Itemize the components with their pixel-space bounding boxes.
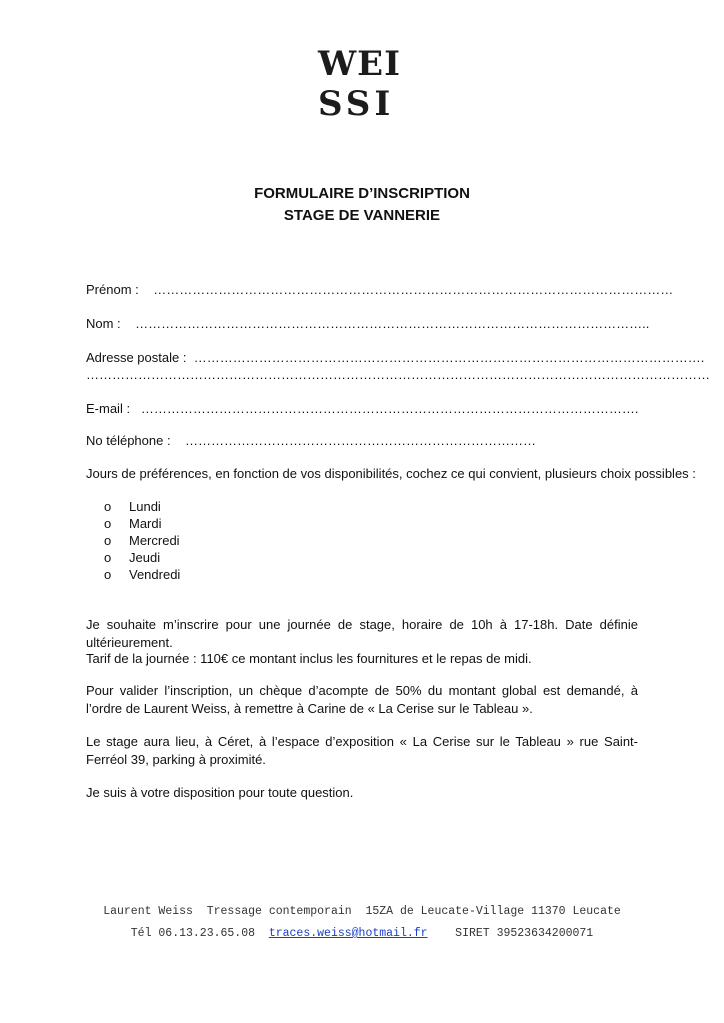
form-title: FORMULAIRE D’INSCRIPTION <box>254 185 470 202</box>
checkbox-circle-icon: o <box>104 533 112 548</box>
checkbox-circle-icon: o <box>104 550 112 565</box>
paragraph-validation: Pour valider l’inscription, un chèque d’acompte de 50% du montant global est demandé, à l’ordre de Laurent Weiss, à remettre à Carine de « La Cerise sur le Tableau ». <box>86 683 638 716</box>
day-option-mercredi[interactable] <box>104 533 180 548</box>
adresse-label: Adresse postale : <box>86 350 187 365</box>
email-field <box>86 401 639 416</box>
paragraph-inscription: Je souhaite m’inscrire pour une journée de stage, horaire de 10h à 17-18h. Date définie ultérieurement. <box>86 617 638 650</box>
footer-email-link[interactable]: traces.weiss@hotmail.fr <box>268 927 428 940</box>
logo-row-2: SSI <box>318 84 395 124</box>
days-prompt: Jours de préférences, en fonction de vos disponibilités, cochez ce qui convient, plusieurs choix possibles : <box>86 466 696 481</box>
form-subtitle: STAGE DE VANNERIE <box>283 207 441 224</box>
adresse-line-2 <box>86 367 710 382</box>
paragraph-tarif: Tarif de la journée : 110€ ce montant inclus les fournitures et le repas de midi. <box>86 651 532 666</box>
day-option-lundi[interactable] <box>104 499 161 514</box>
logo-row-1: WEI <box>318 44 402 84</box>
telephone-dots: ……………………………………………………………………… <box>185 433 537 448</box>
adresse-dots-2: ……………………………………………………………………………………………………………………………… <box>86 367 710 382</box>
footer-phone: Tél 06.13.23.65.08 <box>130 927 256 940</box>
adresse-dots: ………………………………………………………………………………………………………. <box>193 350 705 365</box>
day-option-jeudi[interactable] <box>104 550 160 565</box>
day-label: Mardi <box>129 516 162 531</box>
nom-dots: ……………………………………………………………………………………………………….. <box>135 316 650 331</box>
day-label: Mercredi <box>129 533 180 548</box>
paragraph-contact: Je suis à votre disposition pour toute question. <box>86 785 354 800</box>
day-label: Vendredi <box>129 567 181 582</box>
day-label: Jeudi <box>129 550 161 565</box>
telephone-label: No téléphone : <box>86 433 171 448</box>
prenom-dots: ………………………………………………………………………………………………………… <box>153 282 674 297</box>
footer-contact <box>0 927 724 940</box>
prenom-field <box>86 282 673 297</box>
checkbox-circle-icon: o <box>104 516 112 531</box>
footer-address: Laurent Weiss Tressage contemporain 15ZA de Leucate-Village 11370 Leucate <box>103 905 621 918</box>
footer-siret: SIRET 39523634200071 <box>455 927 594 940</box>
adresse-field <box>86 350 704 365</box>
email-dots: ……………………………………………………………………………………………………. <box>140 401 639 416</box>
telephone-field <box>86 433 536 448</box>
weiss-logo <box>318 43 410 123</box>
day-option-vendredi[interactable] <box>104 567 180 582</box>
checkbox-circle-icon: o <box>104 499 112 514</box>
prenom-label: Prénom : <box>86 282 139 297</box>
day-option-mardi[interactable] <box>104 516 162 531</box>
day-label: Lundi <box>129 499 161 514</box>
email-label: E-mail : <box>86 401 131 416</box>
checkbox-circle-icon: o <box>104 567 112 582</box>
paragraph-lieu: Le stage aura lieu, à Céret, à l’espace d’exposition « La Cerise sur le Tableau » rue Saint-Ferréol 39, parking à proximité. <box>86 734 638 767</box>
nom-field <box>86 316 649 331</box>
nom-label: Nom : <box>86 316 121 331</box>
